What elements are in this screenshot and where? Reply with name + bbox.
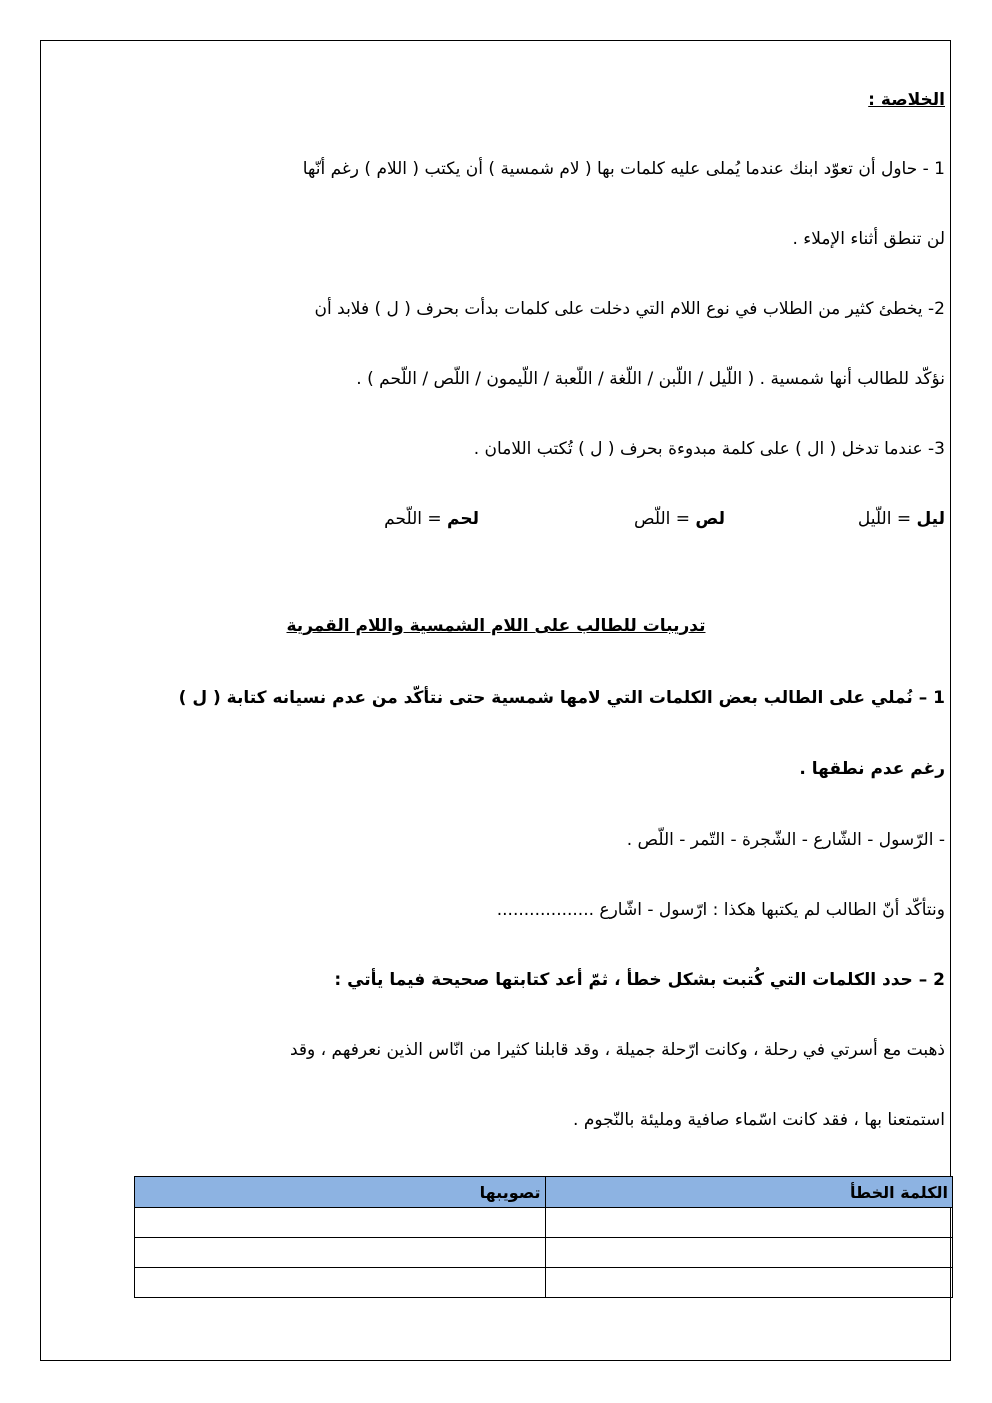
summary-point-2-line-2: نؤكّد للطالب أنها شمسية . ( اللّيل / اللّبن / اللّغة / اللّعبة / اللّيمون / اللّص / اللّحم ) . [356, 369, 945, 389]
exercise-2-text-line-1: ذهبت مع أسرتي في رحلة ، وكانت ارّحلة جميلة ، وقد قابلنا كثيرا من انّاس الذين نعرفهم ، وقد [289, 1040, 945, 1060]
correction-cell[interactable] [135, 1268, 546, 1298]
summary-point-1-line-1: 1 - حاول أن تعوّد ابنك عندما يُملى عليه كلمات بها ( لام شمسية ) أن يكتب ( اللام ) رغم أنّها [302, 159, 945, 179]
correction-cell[interactable] [135, 1208, 546, 1238]
wrong-word-cell[interactable] [545, 1238, 952, 1268]
wrong-word-cell[interactable] [545, 1268, 952, 1298]
summary-point-3-line-1: 3- عندما تدخل ( ال ) على كلمة مبدوءة بحرف ( ل ) تُكتب اللامان . [473, 439, 945, 459]
example-item: لحم = اللّحم [384, 509, 479, 529]
header-correction: تصويبها [135, 1177, 546, 1208]
summary-point-1-line-2: لن تنطق أثناء الإملاء . [792, 229, 945, 249]
wrong-word-cell[interactable] [545, 1208, 952, 1238]
exercise-1-line-1: 1 – نُملي على الطالب بعض الكلمات التي لامها شمسية حتى نتأكّد من عدم نسيانه كتابة ( ل ) [178, 688, 945, 708]
table-row [135, 1238, 953, 1268]
summary-heading: الخلاصة : [868, 90, 945, 110]
exercise-2-text-line-2: استمتعنا بها ، فقد كانت اسّماء صافية ومليئة بالنّجوم . [573, 1110, 945, 1130]
examples-row [375, 507, 945, 531]
table-row [135, 1208, 953, 1238]
correction-cell[interactable] [135, 1238, 546, 1268]
table-row [135, 1268, 953, 1298]
summary-point-2-line-1: 2- يخطئ كثير من الطلاب في نوع اللام التي دخلت على كلمات بدأت بحرف ( ل ) فلابد أن [314, 299, 945, 319]
header-wrong-word: الكلمة الخطأ [545, 1177, 952, 1208]
exercise-1-note: ونتأكّد أنّ الطالب لم يكتبها هكذا : ارّسول - اشّارع .................. [496, 900, 945, 920]
exercises-title: تدريبات للطالب على اللام الشمسية واللام القمرية [286, 616, 706, 636]
exercise-1-words: - الرّسول - الشّارع - الشّجرة - التّمر - اللّص . [626, 830, 945, 850]
table-header-row [135, 1177, 953, 1208]
exercise-1-line-2: رغم عدم نطقها . [799, 759, 945, 779]
example-item: لص = اللّص [634, 509, 725, 529]
exercise-2-instruction: 2 – حدد الكلمات التي كُتبت بشكل خطأ ، ثمّ أعد كتابتها صحيحة فيما يأتي : [334, 970, 945, 990]
correction-table [134, 1176, 953, 1298]
example-item: ليل = اللّيل [857, 509, 945, 529]
